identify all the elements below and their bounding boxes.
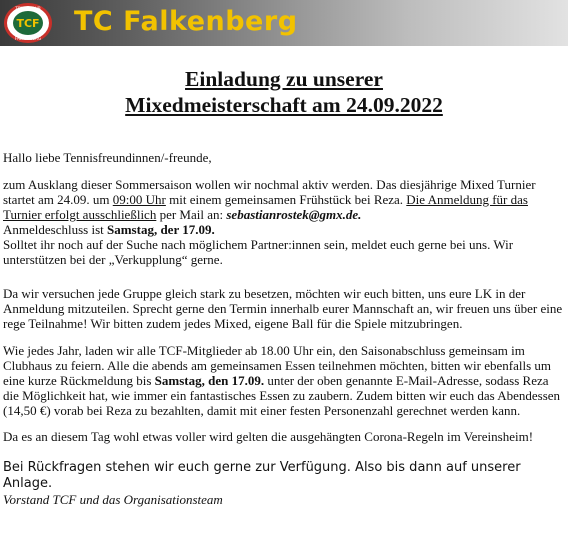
dinner-text-2: unter der oben genannte E-Mail-Adresse, sodass Reza die Möglichkeit hat, wie immer ein fantastisches Essen zu zaubern. Zudem bitten wir euch das Abendessen (14,50 €) vorab bei Reza zu bezahlten, damit mit einer festen Personenzahl gerechnet werden kann. — [3, 373, 561, 418]
registration-note: Die Anmeldung für das Turnier erfolgt ausschließlich — [3, 192, 528, 222]
closing-text: Bei Rückfragen stehen wir euch gerne zur Verfügung. Also bis dann auf unserer Anlage. — [3, 460, 521, 491]
greeting: Hallo liebe Tennisfreundinnen/-freunde, — [3, 150, 212, 165]
intro-text-3: per Mail an: — [156, 207, 227, 222]
logo-text-tcf: TCF — [16, 17, 40, 30]
deadline-label: Anmeldeschluss ist — [3, 222, 107, 237]
logo-text-top: TENNISCLUB — [15, 6, 41, 11]
page-title — [0, 66, 568, 118]
deadline-date: Samstag, der 17.09. — [107, 222, 215, 237]
dinner-text-1: Wie jedes Jahr, laden wir alle TCF-Mitglieder ab 18.00 Uhr ein, den Saisonabschluss gemeinsam im Clubhaus zu feiern. Alle die abends am gemeinsamen Essen teilnehmen möchten, bitten wir ebenfalls um eine kurze Rückmeldung bis — [3, 343, 552, 388]
club-logo-icon — [3, 2, 53, 44]
intro-text-2: mit einem gemeinsamen Frühstück bei Reza. — [165, 192, 407, 207]
paragraph-groups: Da wir versuchen jede Gruppe gleich stark zu besetzen, möchten wir euch bitten, uns eure LK in der Anmeldung mitzuteilen. Sprecht gerne den Termin innerhalb eurer Mannschaft an, wir freuen uns über eine rege Teilnahme! Wir bitten zudem jedes Mixed, eigene Ball für die Spiele mitzubringen. — [3, 286, 563, 331]
header-banner — [0, 0, 568, 46]
start-time: 09:00 Uhr — [112, 192, 166, 207]
paragraph-dinner — [3, 343, 565, 418]
paragraph-corona: Da es an diesem Tag wohl etwas voller wird gelten die ausgehängten Corona-Regeln im Vereinsheim! — [3, 429, 534, 444]
title-line-2: Mixedmeisterschaft am 24.09.2022 — [125, 93, 443, 117]
paragraph-intro — [3, 177, 565, 267]
club-name: TC Falkenberg — [74, 6, 298, 37]
letter-body — [3, 150, 565, 507]
contact-email: sebastianrostek@gmx.de. — [226, 207, 362, 222]
partner-note: Solltet ihr noch auf der Suche nach möglichem Partner:innen sein, meldet euch gerne bei uns. Wir unterstützen bei der „Verkupplung“ gerne. — [3, 237, 514, 267]
title-line-1: Einladung zu unserer — [185, 67, 383, 91]
dinner-deadline: Samstag, den 17.09. — [154, 373, 265, 388]
logo-text-bottom: FALKENBERG — [14, 36, 42, 41]
signature: Vorstand TCF und das Organisationsteam — [3, 492, 223, 507]
intro-text-1: zum Ausklang dieser Sommersaison wollen wir nochmal aktiv werden. Das diesjährige Mixed Turnier startet am 24.09. um — [3, 177, 536, 207]
